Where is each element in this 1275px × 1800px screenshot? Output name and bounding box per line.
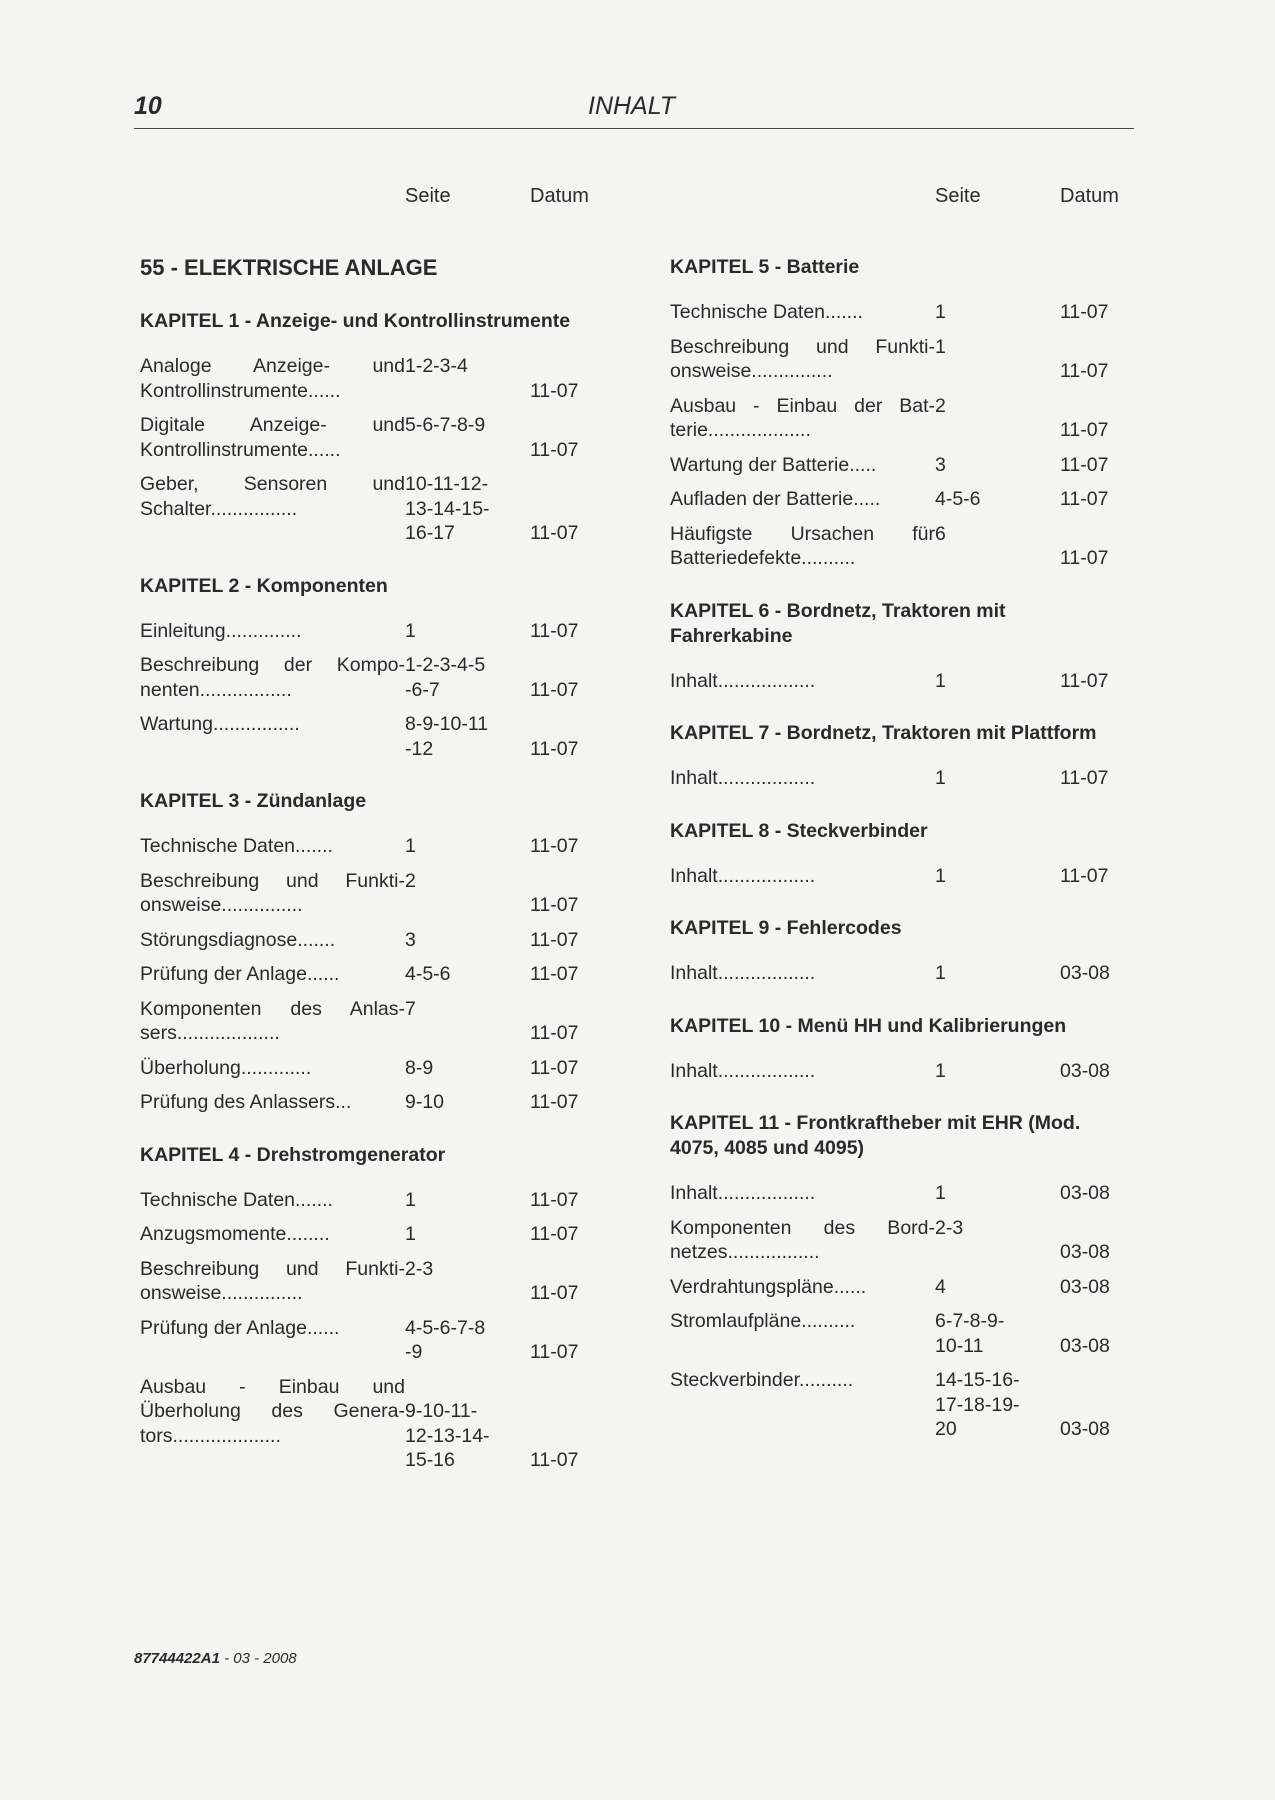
entry-pages: 2 bbox=[935, 394, 946, 417]
toc-entry[interactable] bbox=[140, 962, 595, 987]
toc-entry[interactable] bbox=[670, 1309, 1125, 1358]
chapter bbox=[670, 1111, 1125, 1442]
toc-entry[interactable] bbox=[140, 1090, 595, 1115]
toc-entry[interactable] bbox=[670, 487, 1125, 512]
toc-entry[interactable] bbox=[140, 472, 595, 546]
entry-pages: 3 bbox=[405, 928, 416, 951]
toc-entry[interactable] bbox=[140, 997, 595, 1046]
seite-heading: Seite bbox=[935, 185, 981, 207]
entry-pages: 2-3 bbox=[405, 1257, 434, 1280]
entry-label: Steckverbinder.......... bbox=[670, 1369, 854, 1391]
entry-pages: 1 bbox=[405, 619, 416, 642]
entry-date: 11-07 bbox=[530, 1449, 579, 1471]
toc-entry[interactable] bbox=[670, 1181, 1125, 1206]
entry-label: Komponenten des Bord-netzes................. bbox=[670, 1216, 935, 1263]
entry-pages: 9-10 bbox=[405, 1091, 445, 1113]
entry-date: 11-07 bbox=[530, 963, 579, 985]
left-chapter-list bbox=[140, 309, 595, 1473]
entry-date: 11-07 bbox=[530, 619, 579, 642]
toc-entry[interactable] bbox=[140, 1222, 595, 1247]
entry-label: Prüfung der Anlage...... bbox=[140, 963, 340, 985]
entry-pages: 1 bbox=[935, 301, 946, 323]
entry-pages: 1 bbox=[935, 669, 946, 692]
entry-date: 11-07 bbox=[530, 379, 579, 402]
entry-date: 11-07 bbox=[530, 1282, 579, 1304]
entry-pages: 4-5-6 bbox=[405, 963, 451, 985]
toc-entry[interactable] bbox=[670, 335, 1125, 384]
entry-label: Komponenten des Anlas-sers................... bbox=[140, 997, 405, 1044]
chapter-title: KAPITEL 10 - Menü HH und Kalibrierungen bbox=[670, 1014, 1067, 1037]
entry-date: 11-07 bbox=[1060, 864, 1109, 887]
toc-entry[interactable] bbox=[670, 864, 1125, 889]
chapter-title: KAPITEL 9 - Fehlercodes bbox=[670, 917, 902, 939]
entry-pages: 1 bbox=[935, 1059, 946, 1082]
entry-pages: 1 bbox=[405, 1223, 416, 1245]
entry-date: 11-07 bbox=[530, 1188, 579, 1211]
right-chapter-list bbox=[670, 255, 1125, 1442]
entry-label: Inhalt.................. bbox=[670, 1059, 816, 1082]
entry-date: 11-07 bbox=[1060, 669, 1109, 692]
entry-label: Digitale Anzeige- und Kontrollinstrumente...... bbox=[140, 414, 405, 461]
entry-label: Inhalt.................. bbox=[670, 864, 816, 887]
chapter bbox=[670, 255, 1125, 571]
entry-date: 11-07 bbox=[530, 678, 579, 701]
chapter-title: KAPITEL 11 - Frontkraftheber mit EHR (Mod. 4075, 4085 und 4095) bbox=[670, 1112, 1081, 1159]
entry-date: 11-07 bbox=[1060, 547, 1109, 569]
entry-pages: 10-11-12- 13-14-15- 16-17 bbox=[405, 473, 490, 544]
chapter bbox=[140, 789, 595, 1115]
entry-pages: 2 bbox=[405, 869, 416, 892]
entry-label: Verdrahtungspläne...... bbox=[670, 1275, 867, 1298]
toc-entry[interactable] bbox=[140, 413, 595, 462]
section-title: 55 - ELEKTRISCHE ANLAGE bbox=[140, 255, 438, 280]
toc-entry[interactable] bbox=[140, 1257, 595, 1306]
entry-label: Inhalt.................. bbox=[670, 767, 816, 789]
entry-date: 11-07 bbox=[530, 438, 579, 461]
entry-label: Technische Daten....... bbox=[140, 1188, 333, 1211]
toc-entry[interactable] bbox=[140, 653, 595, 702]
datum-heading: Datum bbox=[530, 185, 589, 207]
entry-label: Ausbau - Einbau der Bat-terie................... bbox=[670, 394, 935, 441]
toc-entry[interactable] bbox=[670, 1059, 1125, 1084]
chapter-title: KAPITEL 1 - Anzeige- und Kontrollinstrumente bbox=[140, 310, 571, 332]
entry-pages: 4-5-6-7-8 -9 bbox=[405, 1316, 486, 1363]
entry-date: 03-08 bbox=[1060, 1334, 1110, 1357]
toc-entry[interactable] bbox=[670, 1275, 1125, 1300]
toc-entry[interactable] bbox=[140, 1056, 595, 1081]
entry-pages: 4 bbox=[935, 1275, 946, 1298]
entry-pages: 6 bbox=[935, 522, 946, 545]
chapter-title: KAPITEL 4 - Drehstromgenerator bbox=[140, 1143, 446, 1166]
entry-pages: 14-15-16- 17-18-19- 20 bbox=[935, 1369, 1020, 1440]
entry-pages: 1-2-3-4-5 -6-7 bbox=[405, 654, 486, 701]
footer bbox=[134, 1650, 297, 1667]
entry-date: 03-08 bbox=[1060, 1275, 1110, 1298]
entry-label: Technische Daten....... bbox=[140, 835, 333, 857]
toc-entry[interactable] bbox=[140, 834, 595, 859]
entry-label: Stromlaufpläne.......... bbox=[670, 1310, 856, 1332]
entry-label: Einleitung.............. bbox=[140, 619, 302, 642]
entry-label: Beschreibung und Funkti-onsweise............... bbox=[140, 1257, 405, 1304]
entry-pages: 8-9-10-11 -12 bbox=[405, 713, 489, 760]
entry-pages: 7 bbox=[405, 997, 416, 1020]
chapter bbox=[670, 721, 1125, 791]
entry-date: 11-07 bbox=[530, 737, 579, 760]
entry-label: Inhalt.................. bbox=[670, 962, 816, 984]
entry-date: 03-08 bbox=[1060, 1418, 1110, 1440]
seite-heading: Seite bbox=[405, 185, 451, 207]
entry-date: 03-08 bbox=[1060, 1059, 1110, 1082]
left-column bbox=[140, 185, 595, 1501]
entry-date: 11-07 bbox=[530, 835, 579, 857]
toc-entry[interactable] bbox=[140, 1375, 595, 1473]
entry-date: 03-08 bbox=[1060, 1182, 1110, 1204]
page-header bbox=[134, 92, 1134, 129]
chapter bbox=[140, 1143, 595, 1473]
entry-label: Wartung................ bbox=[140, 713, 300, 735]
entry-pages: 5-6-7-8-9 bbox=[405, 414, 486, 436]
entry-label: Prüfung des Anlassers... bbox=[140, 1091, 352, 1113]
chapter bbox=[670, 916, 1125, 986]
toc-entry[interactable] bbox=[140, 619, 595, 644]
entry-date: 11-07 bbox=[1060, 767, 1109, 789]
page-title: INHALT bbox=[588, 92, 676, 120]
toc-entry[interactable] bbox=[670, 394, 1125, 443]
entry-label: Aufladen der Batterie..... bbox=[670, 488, 881, 510]
entry-pages: 1 bbox=[405, 1188, 416, 1211]
entry-label: Beschreibung und Funkti-onsweise............... bbox=[670, 335, 935, 382]
toc-entry[interactable] bbox=[670, 522, 1125, 571]
entry-label: Ausbau - Einbau und Überholung des Genera-tors.................... bbox=[140, 1375, 405, 1447]
entry-pages: 4-5-6 bbox=[935, 488, 981, 510]
toc-entry[interactable] bbox=[140, 354, 595, 403]
entry-pages: 1 bbox=[935, 767, 946, 789]
column-header bbox=[140, 185, 595, 215]
entry-label: Geber, Sensoren und Schalter................ bbox=[140, 473, 405, 520]
datum-heading: Datum bbox=[1060, 185, 1119, 207]
chapter-title: KAPITEL 6 - Bordnetz, Traktoren mit Fahrerkabine bbox=[670, 599, 1006, 647]
entry-label: Technische Daten....... bbox=[670, 301, 863, 323]
entry-pages: 1 bbox=[935, 962, 946, 984]
entry-pages: 8-9 bbox=[405, 1056, 434, 1079]
entry-date: 11-07 bbox=[1060, 301, 1109, 323]
entry-pages: 2-3 bbox=[935, 1216, 964, 1239]
chapter bbox=[140, 574, 595, 762]
entry-label: Inhalt.................. bbox=[670, 669, 816, 692]
entry-label: Prüfung der Anlage...... bbox=[140, 1316, 340, 1339]
chapter bbox=[670, 1014, 1125, 1084]
column-header bbox=[670, 185, 1125, 215]
entry-date: 11-07 bbox=[1060, 488, 1109, 510]
entry-label: Analoge Anzeige- und Kontrollinstrumente...... bbox=[140, 355, 405, 402]
entry-pages: 1-2-3-4 bbox=[405, 355, 468, 377]
document-date: - 03 - 2008 bbox=[219, 1650, 297, 1667]
entry-label: Störungsdiagnose....... bbox=[140, 928, 336, 951]
entry-date: 03-08 bbox=[1060, 1241, 1110, 1263]
entry-pages: 9-10-11- 12-13-14- 15-16 bbox=[405, 1400, 490, 1471]
chapter bbox=[140, 309, 595, 546]
entry-label: Inhalt.................. bbox=[670, 1182, 816, 1204]
entry-date: 11-07 bbox=[530, 928, 579, 951]
chapter-title: KAPITEL 2 - Komponenten bbox=[140, 574, 388, 597]
entry-pages: 1 bbox=[935, 1182, 946, 1204]
page-number: 10 bbox=[134, 92, 162, 120]
entry-label: Wartung der Batterie..... bbox=[670, 453, 877, 476]
entry-date: 11-07 bbox=[530, 1091, 579, 1113]
toc-entry[interactable] bbox=[140, 928, 595, 953]
right-column bbox=[670, 185, 1125, 1470]
entry-label: Überholung............. bbox=[140, 1056, 312, 1079]
entry-date: 11-07 bbox=[530, 1341, 579, 1363]
entry-date: 11-07 bbox=[530, 1056, 579, 1079]
entry-date: 03-08 bbox=[1060, 962, 1110, 984]
toc-entry[interactable] bbox=[140, 1188, 595, 1213]
entry-label: Beschreibung und Funkti-onsweise............... bbox=[140, 869, 405, 916]
toc-entry[interactable] bbox=[670, 453, 1125, 478]
entry-pages: 1 bbox=[935, 864, 946, 887]
entry-date: 11-07 bbox=[530, 894, 579, 916]
chapter-title: KAPITEL 5 - Batterie bbox=[670, 256, 860, 278]
toc-entry[interactable] bbox=[140, 712, 595, 761]
entry-pages: 1 bbox=[405, 835, 416, 857]
chapter bbox=[670, 599, 1125, 694]
entry-pages: 3 bbox=[935, 453, 946, 476]
entry-label: Anzugsmomente........ bbox=[140, 1223, 330, 1245]
entry-label: Beschreibung der Kompo-nenten................. bbox=[140, 654, 405, 701]
entry-label: Häufigste Ursachen für Batteriedefekte.......... bbox=[670, 522, 935, 569]
toc-entry[interactable] bbox=[140, 1316, 595, 1365]
chapter-title: KAPITEL 3 - Zündanlage bbox=[140, 790, 367, 812]
entry-date: 11-07 bbox=[1060, 360, 1109, 382]
toc-entry[interactable] bbox=[670, 1368, 1125, 1442]
toc-entry[interactable] bbox=[670, 1216, 1125, 1265]
toc-entry[interactable] bbox=[670, 300, 1125, 325]
chapter-title: KAPITEL 7 - Bordnetz, Traktoren mit Plattform bbox=[670, 722, 1097, 744]
entry-date: 11-07 bbox=[530, 522, 579, 544]
document-code: 87744422A1 bbox=[134, 1650, 220, 1667]
chapter-title: KAPITEL 8 - Steckverbinder bbox=[670, 819, 928, 842]
entry-date: 11-07 bbox=[1060, 419, 1109, 441]
entry-date: 11-07 bbox=[1060, 453, 1109, 476]
toc-entry[interactable] bbox=[670, 669, 1125, 694]
entry-date: 11-07 bbox=[530, 1223, 579, 1245]
entry-date: 11-07 bbox=[530, 1022, 579, 1044]
entry-pages: 1 bbox=[935, 335, 946, 358]
toc-entry[interactable] bbox=[140, 869, 595, 918]
toc-entry[interactable] bbox=[670, 961, 1125, 986]
toc-entry[interactable] bbox=[670, 766, 1125, 791]
chapter bbox=[670, 819, 1125, 889]
entry-pages: 6-7-8-9- 10-11 bbox=[935, 1310, 1005, 1357]
